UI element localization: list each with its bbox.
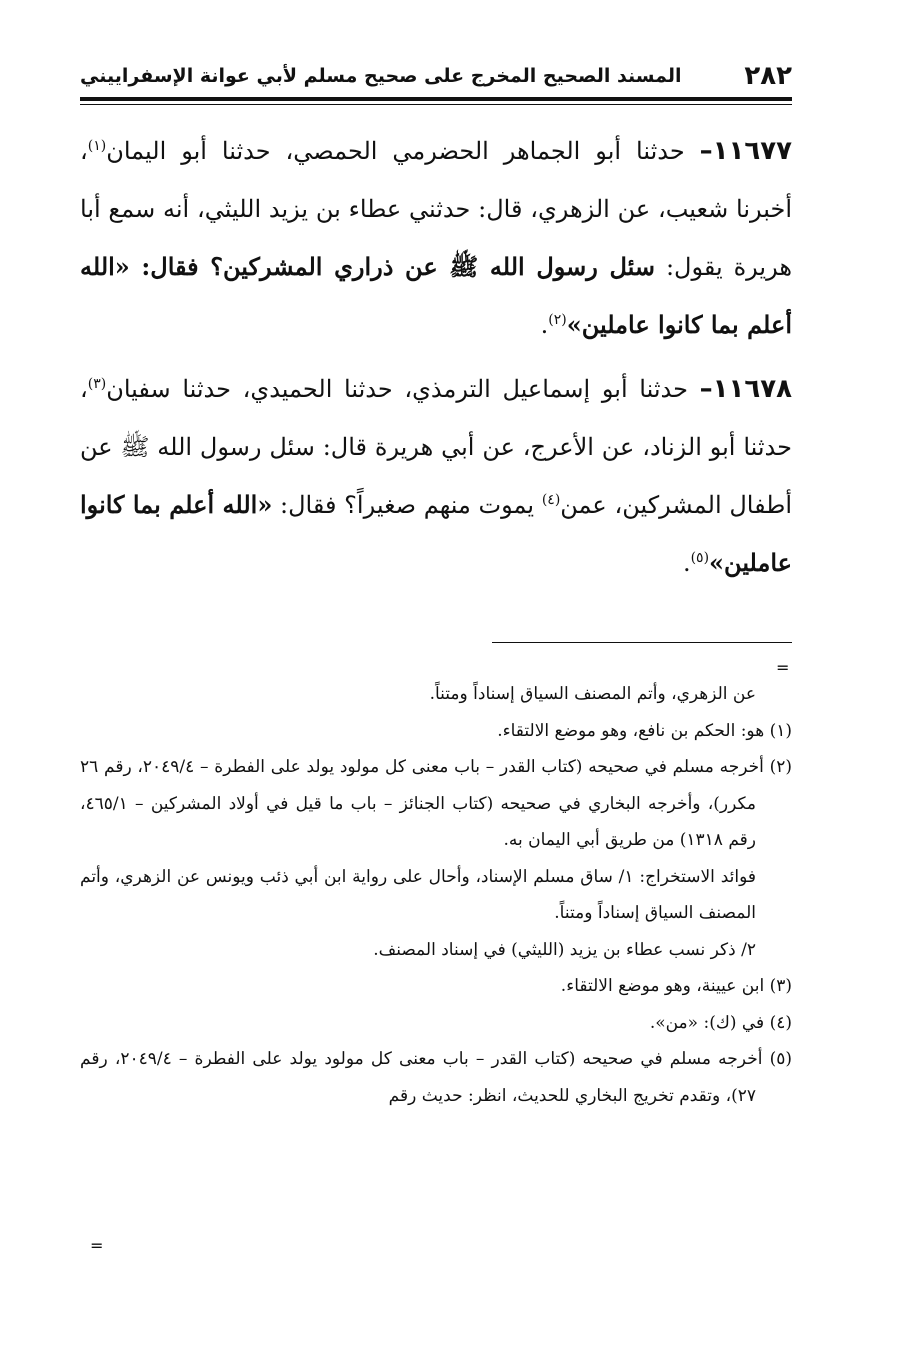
page-number: ٢٨٢ — [744, 61, 792, 91]
hadith-matn: «الله أعلم بما كانوا عاملين» — [80, 490, 792, 577]
hadith-11677 — [80, 122, 792, 354]
continuation-mark-bottom: = — [90, 1236, 104, 1255]
footnote-ref[interactable]: (٤) — [541, 492, 561, 508]
footnote-1: (١) هو: الحكم بن نافع، وهو موضع الالتقاء. — [497, 720, 792, 741]
footnote-4: (٤) في (ك): «من». — [649, 1012, 792, 1033]
hadith-text: ، حدثنا أبو الزناد، عن الأعرج، عن أبي هريرة قال: سئل رسول الله ﷺ عن أطفال المشركين، عمن — [80, 375, 792, 519]
hadith-text: يموت منهم صغيراً؟ فقال: — [272, 491, 542, 519]
footnote-separator — [492, 642, 792, 643]
hadith-text: حدثنا أبو الجماهر الحضرمي الحمصي، حدثنا أبو اليمان — [106, 137, 700, 165]
hadith-matn: سئل رسول الله ﷺ عن ذراري المشركين؟ فقال: «الله أعلم بما كانوا عاملين» — [80, 252, 792, 339]
hadith-end: . — [682, 549, 691, 577]
footnote-3: (٣) ابن عيينة، وهو موضع الالتقاء. — [560, 976, 792, 996]
running-title: المسند الصحيح المخرج على صحيح مسلم لأبي عوانة الإسفراييني — [80, 65, 682, 87]
footnotes — [80, 676, 792, 1114]
page-header — [80, 58, 792, 94]
hadith-number: ١١٦٧٨– — [699, 374, 792, 404]
footnote-ref[interactable]: (٣) — [87, 376, 107, 392]
hadith-number: ١١٦٧٧– — [699, 136, 792, 166]
hadith-11678 — [80, 360, 792, 592]
hadith-text: حدثنا أبو إسماعيل الترمذي، حدثنا الحميدي، حدثنا سفيان — [106, 375, 700, 403]
footnote-continuation: عن الزهري، وأتم المصنف السياق إسناداً ومتناً. — [429, 684, 756, 704]
footnote-ref[interactable]: (٥) — [690, 550, 710, 566]
hadith-end: . — [540, 311, 549, 339]
footnote-ref[interactable]: (١) — [87, 138, 107, 154]
hadith-text: ، أخبرنا شعيب، عن الزهري، قال: حدثني عطاء بن يزيد الليثي، أنه سمع أبا هريرة يقول: — [80, 137, 792, 281]
footnote-2-benefit-2: ٢/ ذكر نسب عطاء بن يزيد (الليثي) في إسناد المصنف. — [373, 939, 756, 960]
continuation-mark: = — [776, 658, 790, 677]
footnote-ref[interactable]: (٢) — [548, 312, 567, 328]
footnote-5: (٥) أخرجه مسلم في صحيحه (كتاب القدر – باب معنى كل مولود يولد على الفطرة – ٢٠٤٩/٤، رقم ٢٧)، وتقدم تخريج البخاري للحديث، انظر: حديث رقم — [80, 1049, 793, 1106]
header-rule — [80, 97, 792, 101]
footnote-2-benefits: فوائد الاستخراج: ١/ ساق مسلم الإسناد، وأحال على رواية ابن أبي ذئب ويونس عن الزهري، وأتم المصنف السياق إسناداً ومتناً. — [80, 866, 756, 923]
main-text — [80, 122, 792, 592]
footnote-2: (٢) أخرجه مسلم في صحيحه (كتاب القدر – باب معنى كل مولود يولد على الفطرة – ٢٠٤٩/٤، رقم ٢٦ مكرر)، وأخرجه البخاري في صحيحه (كتاب الجنائز – باب ما قيل في أولاد المشركين – ٤٦٥/١، رقم ١٣١٨) من طريق أبي اليمان به. — [80, 757, 792, 850]
header-rule-thin — [80, 104, 792, 105]
